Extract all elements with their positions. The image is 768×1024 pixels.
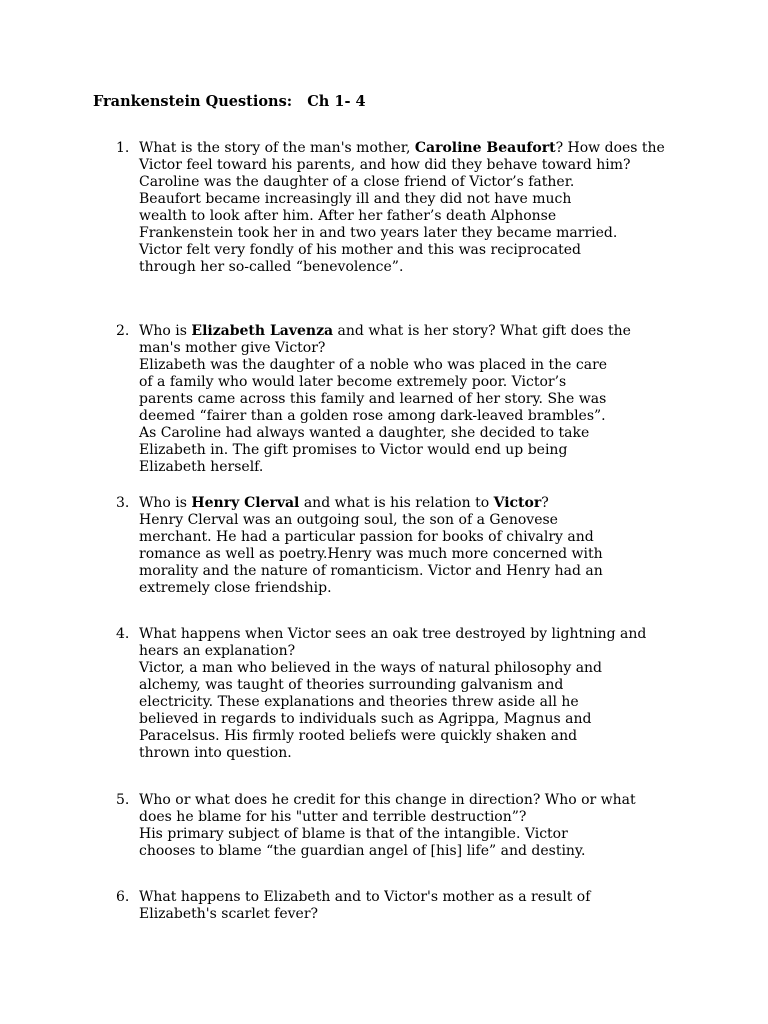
question-2 <box>116 323 716 476</box>
answer-line: alchemy, was taught of theories surrounding galvanism and <box>139 677 564 693</box>
answer-line: thrown into question. <box>139 745 292 761</box>
answer-line: through her so-called “benevolence”. <box>139 259 404 275</box>
answer-line: extremely close friendship. <box>139 580 332 596</box>
question-number: 6. <box>116 889 130 905</box>
answer-line: believed in regards to individuals such as Agrippa, Magnus and <box>139 711 592 727</box>
highlight-name: Caroline Beaufort <box>414 140 556 156</box>
answer-line: His primary subject of blame is that of the intangible. Victor <box>139 826 568 842</box>
answer-line: wealth to look after him. After her father’s death Alphonse <box>139 208 557 224</box>
question-body <box>139 626 716 762</box>
question-text: Who is Henry Clerval and what is his relation to Victor? <box>139 495 549 511</box>
answer-line: Elizabeth herself. <box>139 459 264 475</box>
question-number: 2. <box>116 323 130 339</box>
highlight-name: Victor <box>493 495 542 511</box>
highlight-name: Henry Clerval <box>191 495 300 511</box>
question-text: What happens when Victor sees an oak tree destroyed by lightning and hears an explanation? <box>139 626 647 659</box>
question-number: 3. <box>116 495 130 511</box>
answer-line: of a family who would later become extremely poor. Victor’s <box>139 374 567 390</box>
answer-line: chooses to blame “the guardian angel of [his] life” and destiny. <box>139 843 586 859</box>
question-body <box>139 792 716 860</box>
answer-line: Elizabeth in. The gift promises to Victor would end up being <box>139 442 568 458</box>
question-text: Who or what does he credit for this change in direction? Who or what does he blame for his "utter and terrible destruction”? <box>139 792 636 825</box>
answer-line: As Caroline had always wanted a daughter, she decided to take <box>139 425 590 441</box>
question-text: What happens to Elizabeth and to Victor's mother as a result of Elizabeth's scarlet fever? <box>139 889 591 922</box>
answer-line: Paracelsus. His firmly rooted beliefs were quickly shaken and <box>139 728 578 744</box>
question-text: Who is Elizabeth Lavenza and what is her story? What gift does the man's mother give Victor? <box>139 323 631 356</box>
highlight-name: Elizabeth Lavenza <box>191 323 334 339</box>
question-text: What is the story of the man's mother, Caroline Beaufort? How does the Victor feel toward his parents, and how did they behave toward him? <box>139 140 665 173</box>
page-title: Frankenstein Questions: Ch 1- 4 <box>93 93 366 110</box>
answer-line: Victor, a man who believed in the ways of natural philosophy and <box>139 660 603 676</box>
question-number: 1. <box>116 140 130 156</box>
answer-line: merchant. He had a particular passion for books of chivalry and <box>139 529 594 545</box>
question-number: 5. <box>116 792 130 808</box>
answer-line: Henry Clerval was an outgoing soul, the son of a Genovese <box>139 512 558 528</box>
answer-line: Frankenstein took her in and two years later they became married. <box>139 225 618 241</box>
answer-line: Victor felt very fondly of his mother and this was reciprocated <box>139 242 581 258</box>
question-4 <box>116 626 716 762</box>
question-body <box>139 889 716 923</box>
question-number: 4. <box>116 626 130 642</box>
question-body <box>139 495 716 597</box>
answer-line: morality and the nature of romanticism. Victor and Henry had an <box>139 563 603 579</box>
answer-line: romance as well as poetry.Henry was much more concerned with <box>139 546 603 562</box>
answer-line: deemed “fairer than a golden rose among dark-leaved brambles”. <box>139 408 606 424</box>
question-5 <box>116 792 716 860</box>
answer-line: Elizabeth was the daughter of a noble who was placed in the care <box>139 357 608 373</box>
answer-line: parents came across this family and learned of her story. She was <box>139 391 607 407</box>
question-body <box>139 323 716 476</box>
answer-line: electricity. These explanations and theories threw aside all he <box>139 694 579 710</box>
question-1 <box>116 140 716 276</box>
question-body <box>139 140 716 276</box>
question-6 <box>116 889 716 923</box>
question-3 <box>116 495 716 597</box>
answer-line: Beaufort became increasingly ill and they did not have much <box>139 191 572 207</box>
answer-line: Caroline was the daughter of a close friend of Victor’s father. <box>139 174 575 190</box>
